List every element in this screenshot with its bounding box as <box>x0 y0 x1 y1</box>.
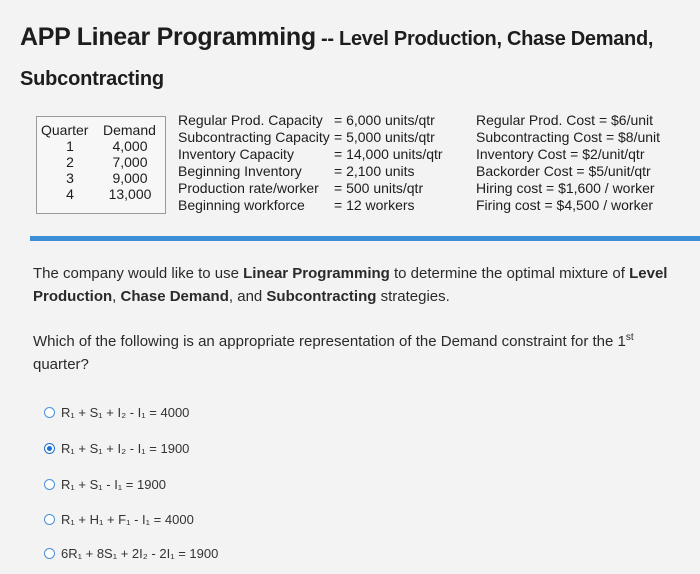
param-label: Beginning Inventory <box>178 163 302 179</box>
radio-button-selected[interactable] <box>44 443 55 454</box>
cost-item: Backorder Cost = $5/unit/qtr <box>476 163 651 179</box>
answer-option-5[interactable] <box>44 546 218 561</box>
header-quarter: Quarter <box>41 122 89 138</box>
answer-option-1[interactable] <box>44 405 189 420</box>
table-header <box>37 117 165 138</box>
title-rest: -- Level Production, Chase Demand, <box>315 28 654 50</box>
radio-button[interactable] <box>44 479 55 490</box>
page-title <box>20 22 690 54</box>
param-value: = 6,000 units/qtr <box>334 112 435 128</box>
option-label: 6R₁ + 8S₁ + 2I₂ - 2I₁ = 1900 <box>61 546 219 561</box>
radio-button[interactable] <box>44 407 55 418</box>
cost-list <box>476 112 660 214</box>
param-label: Beginning workforce <box>178 197 305 213</box>
option-label: R₁ + H₁ + F₁ - I₁ = 4000 <box>61 512 194 527</box>
param-value: = 14,000 units/qtr <box>334 146 443 162</box>
parameter-values <box>334 112 443 214</box>
param-label: Regular Prod. Capacity <box>178 112 323 128</box>
cost-item: Regular Prod. Cost = $6/unit <box>476 112 654 128</box>
cost-item: Hiring cost = $1,600 / worker <box>476 180 655 196</box>
page-subtitle: Subcontracting <box>20 68 164 90</box>
cost-item: Firing cost = $4,500 / worker <box>476 197 654 213</box>
quarter-cell: 2 <box>66 154 74 170</box>
demand-cell: 13,000 <box>108 186 152 202</box>
table-row <box>37 154 165 170</box>
param-value: = 500 units/qtr <box>334 180 424 196</box>
param-value: = 2,100 units <box>334 163 415 179</box>
question-prompt: Which of the following is an appropriate representation of the Demand constraint for the 1st quarter? <box>33 332 634 373</box>
demand-cell: 7,000 <box>112 154 148 170</box>
table-row <box>37 170 165 186</box>
radio-button[interactable] <box>44 548 55 559</box>
parameter-labels <box>178 112 330 214</box>
table-row <box>37 186 165 202</box>
cost-item: Subcontracting Cost = $8/unit <box>476 129 661 145</box>
header-demand: Demand <box>103 122 156 138</box>
demand-table <box>36 116 166 214</box>
param-label: Production rate/worker <box>178 180 319 196</box>
param-value: = 12 workers <box>334 197 415 213</box>
cost-item: Inventory Cost = $2/unit/qtr <box>476 146 645 162</box>
section-divider <box>30 236 700 241</box>
option-label: R₁ + S₁ - I₁ = 1900 <box>61 477 166 492</box>
quarter-cell: 3 <box>66 170 74 186</box>
answer-option-4[interactable] <box>44 512 194 527</box>
demand-cell: 9,000 <box>112 170 148 186</box>
answer-option-2[interactable] <box>44 441 189 456</box>
param-value: = 5,000 units/qtr <box>334 129 435 145</box>
option-label: R₁ + S₁ + I₂ - I₁ = 1900 <box>61 441 190 456</box>
param-label: Inventory Capacity <box>178 146 294 162</box>
question-text <box>33 262 683 394</box>
question-context: The company would like to use Linear Programming to determine the optimal mixture of Level Production, Chase Demand, and Subcontracting strategies. <box>33 265 668 305</box>
table-row <box>37 138 165 154</box>
param-label: Subcontracting Capacity <box>178 129 330 145</box>
quarter-cell: 4 <box>66 186 74 202</box>
option-label: R₁ + S₁ + I₂ - I₁ = 4000 <box>61 405 190 420</box>
title-main: APP Linear Programming <box>20 23 316 51</box>
quarter-cell: 1 <box>66 138 74 154</box>
demand-cell: 4,000 <box>112 138 148 154</box>
answer-option-3[interactable] <box>44 477 166 492</box>
radio-button[interactable] <box>44 514 55 525</box>
